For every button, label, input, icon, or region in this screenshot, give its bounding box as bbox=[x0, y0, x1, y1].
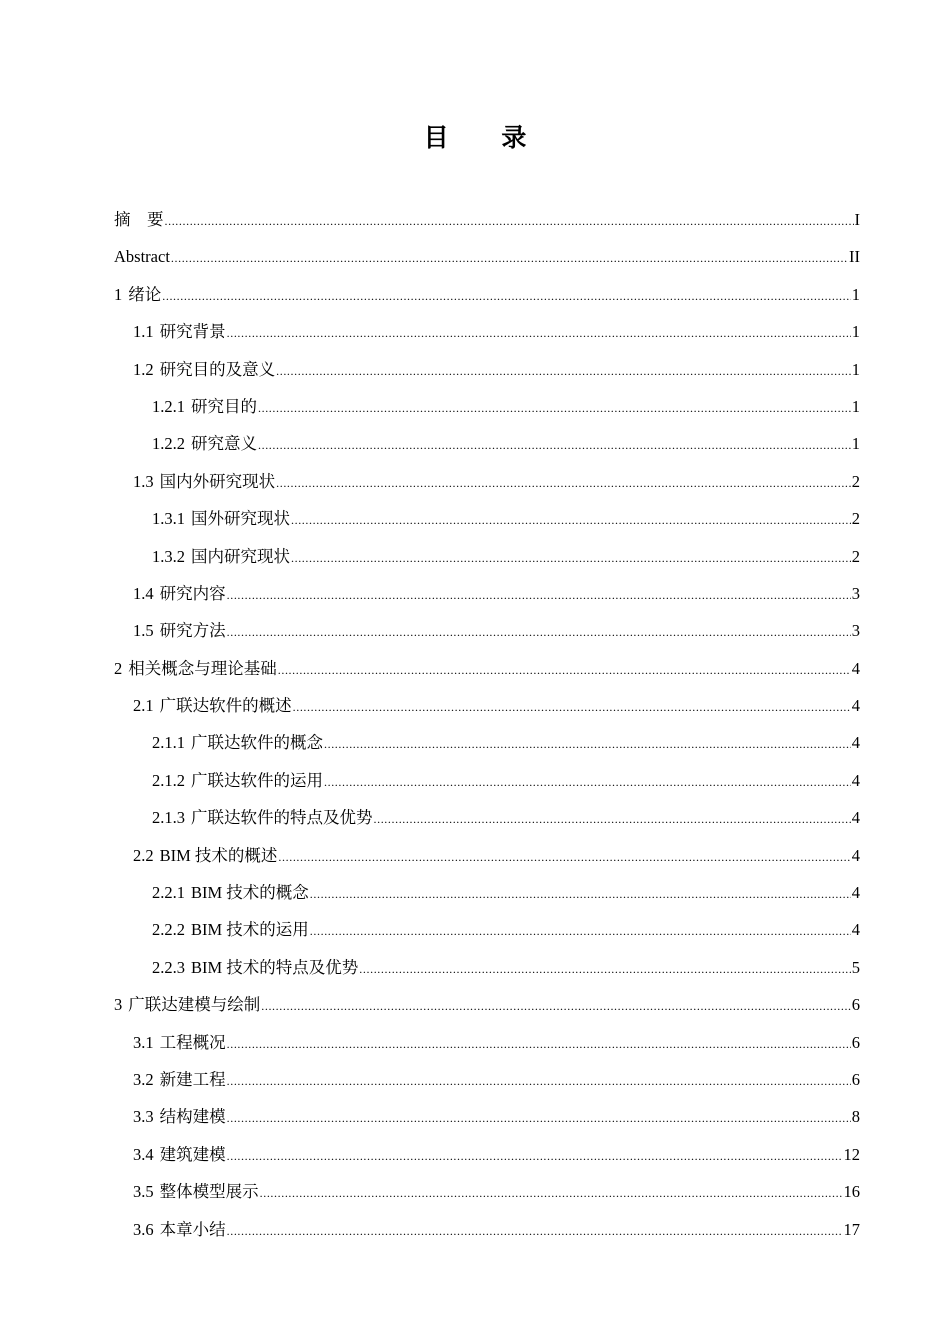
toc-entry-label: 整体模型展示 bbox=[159, 1182, 259, 1202]
toc-entry-label: 国外研究现状 bbox=[191, 509, 290, 529]
toc-entry-label: Abstract bbox=[114, 247, 170, 267]
toc-entry[interactable] bbox=[114, 724, 860, 761]
toc-entry-title bbox=[114, 650, 277, 687]
toc-entry-title bbox=[152, 724, 323, 761]
toc-entry-label: 结构建模 bbox=[159, 1107, 226, 1127]
toc-entry-title bbox=[133, 1024, 226, 1061]
toc-entry-page: 4 bbox=[851, 733, 860, 753]
toc-dot-leader bbox=[310, 876, 851, 913]
toc-entry-title bbox=[133, 575, 226, 612]
toc-entry-page: 3 bbox=[851, 621, 860, 641]
toc-entry-label: 研究方法 bbox=[159, 621, 226, 641]
toc-entry-number: 3.2 bbox=[133, 1069, 154, 1089]
toc-entry-label: 绪论 bbox=[128, 284, 162, 304]
toc-entry-number: 3.3 bbox=[133, 1107, 154, 1127]
toc-entry-label: BIM 技术的概念 bbox=[191, 883, 309, 903]
toc-entry-title bbox=[152, 911, 309, 948]
toc-entry-number: 1.3 bbox=[133, 471, 154, 491]
toc-entry-title bbox=[152, 949, 358, 986]
toc-entry-title bbox=[133, 1173, 259, 1210]
toc-entry-page: 17 bbox=[843, 1219, 860, 1239]
toc-dot-leader bbox=[278, 652, 851, 689]
table-of-contents bbox=[114, 201, 860, 1248]
toc-entry[interactable] bbox=[114, 1098, 860, 1135]
toc-entry-label: 研究内容 bbox=[159, 583, 226, 603]
toc-entry-title bbox=[133, 1061, 226, 1098]
toc-entry-page: 6 bbox=[851, 1069, 860, 1089]
toc-entry-label: 广联达软件的运用 bbox=[191, 770, 323, 790]
toc-entry-number: 3.1 bbox=[133, 1032, 154, 1052]
toc-entry-number: 2.2.2 bbox=[152, 920, 185, 940]
toc-entry[interactable] bbox=[114, 1211, 860, 1248]
toc-entry-title bbox=[133, 1211, 226, 1248]
toc-entry-title bbox=[133, 463, 275, 500]
toc-entry-title bbox=[114, 201, 164, 238]
toc-entry-label: 广联达软件的特点及优势 bbox=[191, 808, 373, 828]
toc-entry[interactable] bbox=[114, 650, 860, 687]
toc-dot-leader bbox=[291, 540, 851, 577]
toc-entry-label: 广联达软件的概念 bbox=[191, 733, 323, 753]
toc-dot-leader bbox=[227, 1100, 851, 1137]
toc-entry[interactable] bbox=[114, 500, 860, 537]
toc-dot-leader bbox=[359, 951, 850, 988]
toc-entry-title bbox=[152, 874, 309, 911]
toc-entry[interactable] bbox=[114, 762, 860, 799]
toc-entry-number: 3.6 bbox=[133, 1219, 154, 1239]
toc-entry-number: 3 bbox=[114, 995, 123, 1015]
toc-entry-title bbox=[114, 276, 161, 313]
toc-entry-page: II bbox=[849, 247, 860, 267]
toc-entry-page: 1 bbox=[851, 359, 860, 379]
toc-entry-number: 1.3.2 bbox=[152, 546, 185, 566]
toc-entry-page: 4 bbox=[851, 696, 860, 716]
toc-entry[interactable] bbox=[114, 238, 860, 275]
toc-entry-title bbox=[133, 313, 226, 350]
toc-entry[interactable] bbox=[114, 986, 860, 1023]
toc-entry-title bbox=[152, 799, 373, 836]
toc-entry-number: 2.1.1 bbox=[152, 733, 185, 753]
toc-entry-number: 1.3.1 bbox=[152, 509, 185, 529]
toc-entry-label: BIM 技术的运用 bbox=[191, 920, 309, 940]
toc-entry-title bbox=[152, 388, 257, 425]
toc-entry-page: 1 bbox=[851, 284, 860, 304]
toc-dot-leader bbox=[227, 1138, 843, 1175]
toc-entry-title bbox=[152, 762, 323, 799]
toc-dot-leader bbox=[227, 315, 851, 352]
toc-entry-number: 2.1.3 bbox=[152, 808, 185, 828]
toc-dot-leader bbox=[291, 502, 851, 539]
toc-entry-number: 2 bbox=[114, 658, 123, 678]
toc-entry-page: 1 bbox=[851, 434, 860, 454]
toc-entry-label: 广联达建模与绘制 bbox=[128, 995, 261, 1015]
toc-entry-label: 广联达软件的概述 bbox=[159, 696, 292, 716]
toc-entry-page: 3 bbox=[851, 583, 860, 603]
toc-entry[interactable] bbox=[114, 425, 860, 462]
toc-dot-leader bbox=[227, 614, 851, 651]
toc-entry-page: I bbox=[854, 210, 860, 229]
toc-entry-title bbox=[133, 351, 275, 388]
toc-entry[interactable] bbox=[114, 388, 860, 425]
toc-entry[interactable] bbox=[114, 874, 860, 911]
toc-entry-label: 研究目的及意义 bbox=[159, 359, 276, 379]
toc-entry[interactable] bbox=[114, 837, 860, 874]
toc-entry[interactable] bbox=[114, 911, 860, 948]
toc-entry-title bbox=[133, 1136, 226, 1173]
toc-dot-leader bbox=[258, 427, 851, 464]
toc-entry[interactable] bbox=[114, 799, 860, 836]
toc-entry-page: 8 bbox=[851, 1107, 860, 1127]
toc-entry-title bbox=[133, 1098, 226, 1135]
toc-entry-label: BIM 技术的特点及优势 bbox=[191, 957, 359, 977]
toc-entry-title bbox=[152, 425, 257, 462]
toc-dot-leader bbox=[374, 801, 851, 838]
toc-entry-title bbox=[133, 687, 292, 724]
toc-entry-number: 1.4 bbox=[133, 583, 154, 603]
toc-dot-leader bbox=[227, 577, 851, 614]
toc-entry-page: 4 bbox=[851, 883, 860, 903]
toc-entry[interactable] bbox=[114, 463, 860, 500]
toc-entry-number: 2.2.1 bbox=[152, 883, 185, 903]
toc-entry[interactable] bbox=[114, 687, 860, 724]
toc-entry[interactable] bbox=[114, 1136, 860, 1173]
toc-entry-label: 相关概念与理论基础 bbox=[128, 658, 277, 678]
toc-dot-leader bbox=[165, 203, 854, 240]
toc-entry-page: 4 bbox=[851, 920, 860, 940]
toc-entry[interactable] bbox=[114, 1173, 860, 1210]
page-title: 目 录 bbox=[423, 123, 549, 152]
toc-entry-page: 16 bbox=[843, 1182, 860, 1202]
toc-entry-number: 1.2 bbox=[133, 359, 154, 379]
toc-entry-page: 5 bbox=[851, 957, 860, 977]
toc-entry-title bbox=[152, 500, 290, 537]
toc-dot-leader bbox=[310, 913, 851, 950]
toc-entry-number: 1.5 bbox=[133, 621, 154, 641]
toc-dot-leader bbox=[276, 465, 851, 502]
toc-entry-title bbox=[114, 986, 260, 1023]
toc-entry-label: 国内外研究现状 bbox=[159, 471, 276, 491]
toc-entry-page: 6 bbox=[851, 995, 860, 1015]
toc-entry-label: 摘 要 bbox=[114, 210, 164, 229]
toc-entry-page: 6 bbox=[851, 1032, 860, 1052]
toc-entry-title bbox=[133, 612, 226, 649]
toc-entry-page: 4 bbox=[851, 808, 860, 828]
toc-entry-title bbox=[114, 238, 170, 275]
toc-entry-number: 1.1 bbox=[133, 322, 154, 342]
toc-entry-title bbox=[152, 538, 290, 575]
toc-dot-leader bbox=[162, 278, 851, 315]
toc-entry[interactable] bbox=[114, 1061, 860, 1098]
toc-entry-number: 2.2 bbox=[133, 845, 154, 865]
toc-entry[interactable] bbox=[114, 612, 860, 649]
toc-entry-page: 4 bbox=[851, 658, 860, 678]
toc-entry-number: 3.4 bbox=[133, 1144, 154, 1164]
toc-entry-label: 新建工程 bbox=[159, 1069, 226, 1089]
toc-entry-label: 工程概况 bbox=[159, 1032, 226, 1052]
toc-entry-page: 4 bbox=[851, 845, 860, 865]
toc-entry[interactable] bbox=[114, 538, 860, 575]
toc-dot-leader bbox=[293, 689, 851, 726]
toc-dot-leader bbox=[227, 1063, 851, 1100]
toc-dot-leader bbox=[258, 390, 851, 427]
toc-dot-leader bbox=[260, 1175, 843, 1212]
toc-dot-leader bbox=[276, 353, 851, 390]
toc-entry-label: 研究意义 bbox=[191, 434, 257, 454]
toc-entry[interactable] bbox=[114, 201, 860, 238]
toc-entry[interactable] bbox=[114, 313, 860, 350]
toc-dot-leader bbox=[278, 839, 850, 876]
toc-dot-leader bbox=[324, 726, 851, 763]
toc-entry-label: 本章小结 bbox=[159, 1219, 226, 1239]
toc-entry-page: 2 bbox=[851, 509, 860, 529]
toc-entry-page: 2 bbox=[851, 546, 860, 566]
toc-entry[interactable] bbox=[114, 351, 860, 388]
toc-entry-number: 2.2.3 bbox=[152, 957, 185, 977]
toc-entry-number: 2.1.2 bbox=[152, 770, 185, 790]
toc-entry-label: 研究目的 bbox=[191, 396, 257, 416]
toc-entry[interactable] bbox=[114, 949, 860, 986]
toc-entry[interactable] bbox=[114, 575, 860, 612]
toc-entry-label: 研究背景 bbox=[159, 322, 226, 342]
toc-entry-page: 1 bbox=[851, 396, 860, 416]
toc-entry-number: 3.5 bbox=[133, 1182, 154, 1202]
toc-entry-label: 建筑建模 bbox=[159, 1144, 226, 1164]
toc-dot-leader bbox=[261, 988, 851, 1025]
toc-entry-page: 4 bbox=[851, 770, 860, 790]
toc-entry-number: 1 bbox=[114, 284, 123, 304]
toc-entry[interactable] bbox=[114, 1024, 860, 1061]
toc-entry-label: 国内研究现状 bbox=[191, 546, 290, 566]
toc-entry-page: 2 bbox=[851, 471, 860, 491]
toc-entry-number: 2.1 bbox=[133, 696, 154, 716]
toc-entry-page: 1 bbox=[851, 322, 860, 342]
toc-entry-title bbox=[133, 837, 277, 874]
toc-entry[interactable] bbox=[114, 276, 860, 313]
toc-entry-label: BIM 技术的概述 bbox=[159, 845, 278, 865]
toc-entry-page: 12 bbox=[843, 1144, 860, 1164]
toc-dot-leader bbox=[227, 1026, 851, 1063]
toc-dot-leader bbox=[227, 1213, 843, 1250]
toc-dot-leader bbox=[324, 764, 851, 801]
toc-entry-number: 1.2.2 bbox=[152, 434, 185, 454]
toc-dot-leader bbox=[171, 240, 848, 277]
toc-entry-number: 1.2.1 bbox=[152, 396, 185, 416]
